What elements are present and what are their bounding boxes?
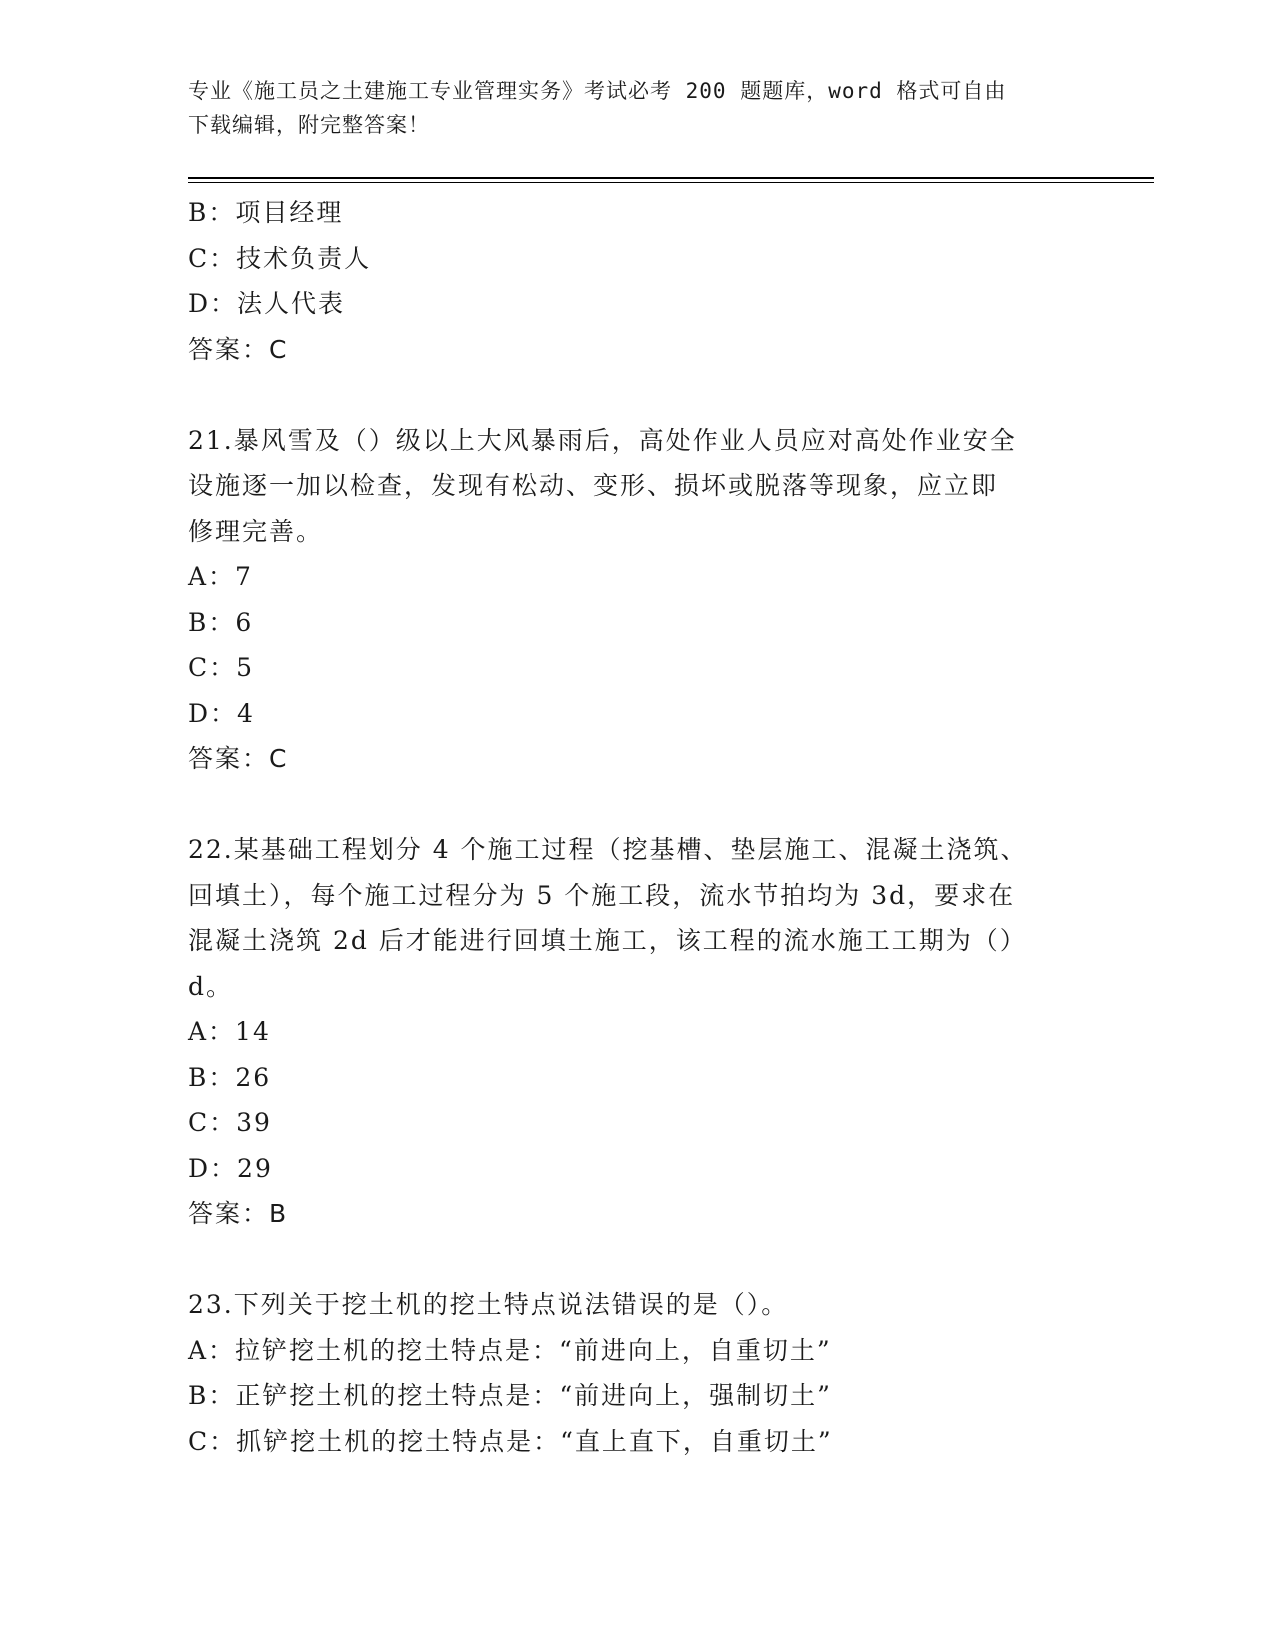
question-21 xyxy=(188,418,1088,782)
header-rule-thick xyxy=(188,177,1154,179)
option-c: C：39 xyxy=(188,1108,272,1137)
spacer xyxy=(188,782,1088,828)
spacer xyxy=(188,372,1088,418)
option-c: C：5 xyxy=(188,653,255,682)
answer-line: 答案：B xyxy=(188,1199,289,1228)
option-a: A：14 xyxy=(188,1017,271,1046)
question-stem-line: 回填土），每个施工过程分为 5 个施工段，流水节拍均为 3d，要求在 xyxy=(188,880,1016,910)
header-rule-thin xyxy=(188,182,1154,183)
option-c: C：技术负责人 xyxy=(188,243,372,273)
option-d: D：4 xyxy=(188,698,255,728)
option-d: D：法人代表 xyxy=(188,289,346,318)
question-stem-line: 修理完善。 xyxy=(188,516,324,546)
option-b: B：26 xyxy=(188,1062,272,1092)
header-line-2: 下载编辑，附完整答案！ xyxy=(188,113,430,137)
option-b: B：正铲挖土机的挖土特点是：“前进向上，强制切土” xyxy=(188,1381,832,1410)
header-line-1: 专业《施工员之土建施工专业管理实务》考试必考 200 题题库，word 格式可自由 xyxy=(188,79,1007,103)
option-c: C：抓铲挖土机的挖土特点是：“直上直下，自重切土” xyxy=(188,1426,833,1456)
page-header xyxy=(188,74,1088,142)
question-23 xyxy=(188,1282,1088,1464)
question-stem-line: 23.下列关于挖土机的挖土特点说法错误的是（）。 xyxy=(188,1290,789,1319)
document-body xyxy=(188,190,1088,1464)
question-stem-line: 混凝土浇筑 2d 后才能进行回填土施工，该工程的流水施工工期为（） xyxy=(188,926,1027,955)
answer-line: 答案：C xyxy=(188,334,289,364)
question-stem-line: 21.暴风雪及（）级以上大风暴雨后，高处作业人员应对高处作业安全 xyxy=(188,425,1017,455)
option-a: A：拉铲挖土机的挖土特点是：“前进向上，自重切土” xyxy=(188,1335,832,1365)
answer-line: 答案：C xyxy=(188,744,289,773)
question-stem-line: d。 xyxy=(188,971,234,1001)
question-stem-line: 设施逐一加以检查，发现有松动、变形、损坏或脱落等现象，应立即 xyxy=(188,471,999,500)
option-b: B：项目经理 xyxy=(188,198,344,227)
question-stem-line: 22.某基础工程划分 4 个施工过程（挖基槽、垫层施工、混凝土浇筑、 xyxy=(188,835,1028,864)
question-20 xyxy=(188,190,1088,372)
spacer xyxy=(188,1237,1088,1283)
option-a: A：7 xyxy=(188,562,253,591)
question-22 xyxy=(188,827,1088,1237)
option-d: D：29 xyxy=(188,1153,273,1183)
option-b: B：6 xyxy=(188,607,254,637)
